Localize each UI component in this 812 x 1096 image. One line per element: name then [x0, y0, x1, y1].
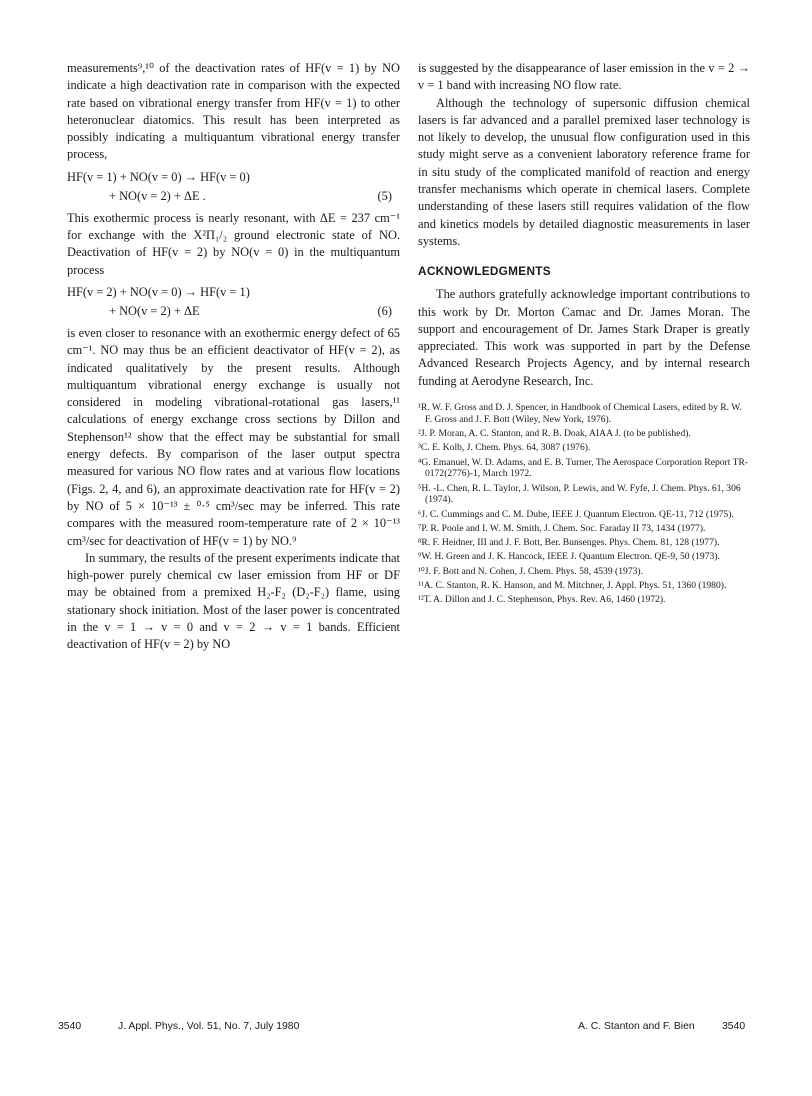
equation-number: (6): [377, 303, 392, 318]
equation-6-term: + NO(v = 2) + ΔE: [109, 303, 200, 318]
footer-page-number-left: 3540: [58, 1021, 82, 1032]
equation-5-line-2: [67, 187, 400, 206]
equation-number: (5): [377, 188, 392, 203]
reference-item: ⁶J. C. Cummings and C. M. Dube, IEEE J. Quantum Electron. QE-11, 712 (1975).: [418, 508, 734, 520]
paragraph: is suggested by the disappearance of laser emission in the v = 2 → v = 1 band with increasing NO flow rate.: [418, 61, 750, 93]
left-column: [67, 60, 400, 654]
paragraph: measurements⁹,¹⁰ of the deactivation rates of HF(v = 1) by NO indicate a high deactivation rate in comparison with the expected rate based on vibrational energy transfer from HF(v = 1) to other heteronuclear diatomics. This result has been interpreted as possibly indicating a multiquantum vibrational energy transfer process,: [67, 61, 400, 162]
reference-item: ⁸R. F. Heidner, III and J. F. Bott, Ber. Bunsenges. Phys. Chem. 81, 128 (1977).: [418, 537, 720, 549]
section-heading: ACKNOWLEDGMENTS: [418, 264, 551, 279]
reference-item: ²J. P. Moran, A. C. Stanton, and R. B. Doak, AIAA J. (to be published).: [418, 428, 691, 439]
paragraph: is even closer to resonance with an exothermic energy defect of 65 cm⁻¹. NO may thus be an efficient deactivator of HF(v = 2), as indicated qualitatively by the present results. Although multiquantum vibrational energy exchange is usually not considered in modeling vibrational-rotational gas lasers,¹¹ calculations of energy exchange cross sections by Dillon and Stephenson¹² show that the effect may be substantial for small energy defects. By comparison of the laser output spectra measured for various NO flow rates and at various flow locations (Figs. 2, 4, and 6), an approximate deactivation rate for HF(v = 2) by NO of 5 × 10⁻¹³ ± ⁰·⁵ cm³/sec may be inferred. This rate compares with the measured room-temperature rate of 2 × 10⁻¹³ cm³/sec for deactivation of HF(v = 1) by NO.⁹: [67, 325, 400, 548]
references-list: [418, 402, 750, 609]
equation-6-line-2: [67, 302, 400, 321]
paragraph: Although the technology of supersonic diffusion chemical lasers is far advanced and a parallel premixed laser technology is not likely to develop, the unusual flow configuration used in this study might serve as a convenient laboratory reference frame for in situ study of the complicated manifold of reaction and energy transfer mechanisms which operate in chemical lasers. Complete understanding of these lasers still requires validation of the flow and kinetics models by detailed diagnostic measurements in laser systems.: [418, 95, 750, 248]
reference-item: ¹⁰J. F. Bott and N. Cohen, J. Chem. Phys. 58, 4539 (1973).: [418, 565, 644, 577]
reference-item: ³C. E. Kolb, J. Chem. Phys. 64, 3087 (1976).: [418, 442, 591, 454]
reference-item: ⁵H. -L. Chen, R. L. Taylor, J. Wilson, P. Lewis, and W. Fyfe, J. Chem. Phys. 61, 306 (1974).: [418, 482, 741, 506]
reference-item: ⁴G. Emanuel, W. D. Adams, and E. B. Turner, The Aerospace Corporation Report TR-0172(2776)-1, March 1972.: [418, 456, 749, 480]
reference-item: ¹R. W. F. Gross and D. J. Spencer, in Handbook of Chemical Lasers, edited by R. W. F. Gross and J. F. Bott (Wiley, New York, 1976).: [418, 402, 742, 425]
equation-5-term: + NO(v = 2) + ΔE .: [109, 188, 206, 203]
right-column: [418, 60, 750, 390]
acknowledgments-text: The authors gratefully acknowledge important contributions to this work by Dr. Morton Camac and Dr. James Moran. The support and encouragement of Dr. James Stark Draper is greatly appreciated. This work was supported in part by the Defense Advanced Research Projects Agency, and by internal research funding at Aerodyne Research, Inc.: [418, 287, 750, 388]
equation-6-line-1: HF(v = 2) + NO(v = 0) → HF(v = 1): [67, 284, 250, 299]
paragraph: In summary, the results of the present experiments indicate that high-power purely chemical cw laser emission from HF or DF may be obtained from a premixed H₂-F₂ (D₂-F₂) flame, using stationary shock initiation. Most of the laser power is concentrated in the v = 1 → v = 0 and v = 2 → v = 1 bands. Efficient deactivation of HF(v = 2) by NO: [67, 550, 400, 652]
paragraph: This exothermic process is nearly resonant, with ΔE = 237 cm⁻¹ for exchange with the X²Π₁/₂ ground electronic state of NO. Deactivation of HF(v = 2) by NO(v = 0) in the multiquantum process: [67, 210, 400, 277]
equation-5-line-1: HF(v = 1) + NO(v = 0) → HF(v = 0): [67, 169, 250, 184]
footer-journal: J. Appl. Phys., Vol. 51, No. 7, July 1980: [118, 1021, 300, 1032]
reference-item: ⁹W. H. Green and J. K. Hancock, IEEE J. Quantum Electron. QE-9, 50 (1973).: [418, 551, 720, 563]
reference-item: ¹¹A. C. Stanton, R. K. Hanson, and M. Mitchner, J. Appl. Phys. 51, 1360 (1980).: [418, 580, 727, 592]
footer-authors: A. C. Stanton and F. Bien: [578, 1021, 695, 1032]
reference-item: ¹²T. A. Dillon and J. C. Stephenson, Phys. Rev. A6, 1460 (1972).: [418, 594, 666, 606]
footer-page-number-right: 3540: [722, 1021, 746, 1032]
reference-item: ⁷P. R. Poole and I. W. M. Smith, J. Chem. Soc. Faraday II 73, 1434 (1977).: [418, 522, 706, 534]
